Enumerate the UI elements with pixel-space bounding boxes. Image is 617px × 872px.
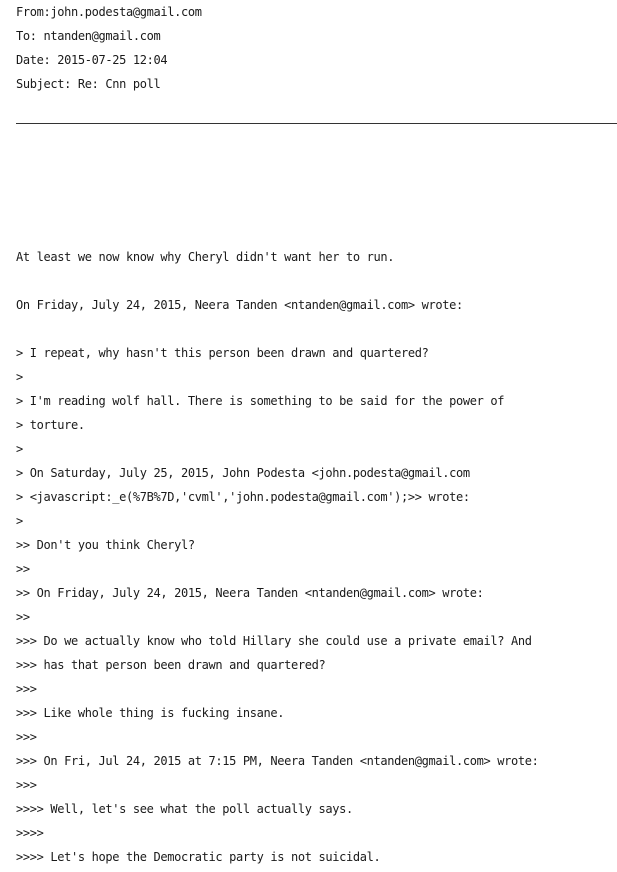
body-line: > torture. — [16, 418, 85, 432]
body-line: > On Saturday, July 25, 2015, John Podesta <john.podesta@gmail.com — [16, 466, 470, 480]
body-line: > <javascript:_e(%7B%7D,'cvml','john.podesta@gmail.com');>> wrote: — [16, 490, 470, 504]
body-line: >>> — [16, 778, 37, 792]
header-from: From:john.podesta@gmail.com — [16, 5, 202, 19]
body-line: > — [16, 370, 23, 384]
body-line: > I repeat, why hasn't this person been drawn and quartered? — [16, 346, 429, 360]
body-line: On Friday, July 24, 2015, Neera Tanden <ntanden@gmail.com> wrote: — [16, 298, 463, 312]
header-date: Date: 2015-07-25 12:04 — [16, 53, 168, 67]
body-line: >>>> — [16, 826, 44, 840]
body-line: >>> — [16, 730, 37, 744]
body-line: >> — [16, 610, 30, 624]
body-line: >>> Like whole thing is fucking insane. — [16, 706, 285, 720]
body-line: > — [16, 442, 23, 456]
header-subject: Subject: Re: Cnn poll — [16, 77, 161, 91]
body-line: At least we now know why Cheryl didn't want her to run. — [16, 250, 395, 264]
body-line: >>>> Let's hope the Democratic party is not suicidal. — [16, 850, 381, 864]
header-to: To: ntanden@gmail.com — [16, 29, 161, 43]
body-line: >> On Friday, July 24, 2015, Neera Tanden <ntanden@gmail.com> wrote: — [16, 586, 484, 600]
body-line: >> Don't you think Cheryl? — [16, 538, 195, 552]
body-line: >>> has that person been drawn and quartered? — [16, 658, 326, 672]
body-line: >>> — [16, 682, 37, 696]
header-divider — [16, 123, 617, 124]
body-line: > — [16, 514, 23, 528]
body-line: > I'm reading wolf hall. There is something to be said for the power of — [16, 394, 505, 408]
body-line: >>> Do we actually know who told Hillary she could use a private email? And — [16, 634, 532, 648]
body-line: >>> On Fri, Jul 24, 2015 at 7:15 PM, Neera Tanden <ntanden@gmail.com> wrote: — [16, 754, 539, 768]
body-line: >> — [16, 562, 30, 576]
body-line: >>>> Well, let's see what the poll actually says. — [16, 802, 353, 816]
